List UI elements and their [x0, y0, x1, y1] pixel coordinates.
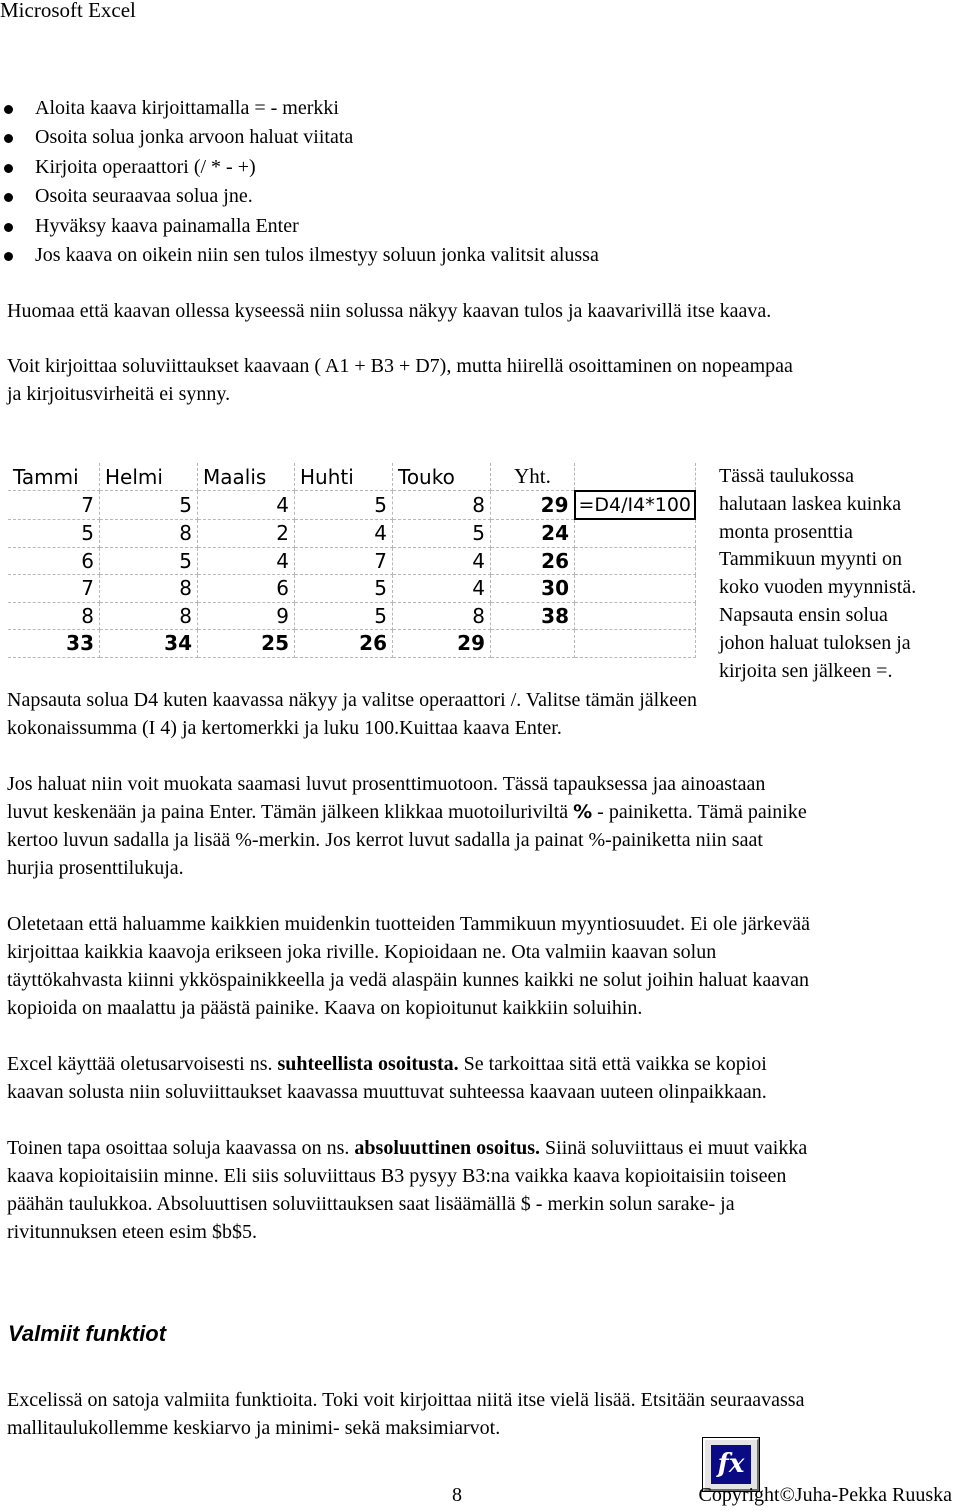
spreadsheet-sidenote: Tässä taulukossa halutaan laskea kuinka monta prosenttia Tammikuun myynti on koko vuoden myynnistä. Napsauta ensin solua johon haluat tuloksen ja kirjoita sen jälkeen =.	[719, 465, 917, 682]
bullet-icon	[4, 164, 13, 173]
total-cell: 29	[491, 491, 575, 520]
table-cell: 5	[8, 519, 100, 547]
table-cell: 4	[198, 547, 295, 575]
table-cell: 5	[295, 575, 393, 603]
paragraph-copy-formula: Oletetaan että haluamme kaikkien muidenkin tuotteiden Tammikuun myyntiosuudet. Ei ole järkevää kirjoittaa kaikkia kaavoja erikseen joka riville. Kopioidaan ne. Ota valmiin kaavan solun täyttökahvasta kiinni ykköspainikkeella ja vedä alaspäin kunnes kaikki ne solut joihin haluat kaavan kopioida on maalattu ja päästä painike. Kaava on kopioitunut kaikkiin soluihin.	[7, 913, 811, 1019]
copyright-notice: Copyright©Juha-Pekka Ruuska	[698, 1484, 952, 1506]
empty-cell	[575, 630, 696, 658]
table-cell: 8	[8, 602, 100, 630]
total-cell: 25	[198, 630, 295, 658]
total-cell: 30	[491, 575, 575, 603]
total-cell: 33	[8, 630, 100, 658]
percent-symbol: %	[573, 801, 593, 823]
table-header-row	[8, 463, 695, 491]
table-cell: 8	[100, 519, 198, 547]
table-cell: 8	[100, 575, 198, 603]
list-item: Aloita kaava kirjoittamalla = - merkki	[0, 94, 599, 123]
table-cell: 5	[295, 491, 393, 520]
instruction-list	[0, 94, 599, 270]
paragraph-absolute-reference: Toinen tapa osoittaa soluja kaavassa on ns. absoluuttinen osoitus. Siinä soluviittaus ei muut vaikka kaava kopioitaisiin minne. Eli siis soluviittaus B3 pysyy B3:na vaikka kaava kopioitaisiin toiseen päähän taulukkoa. Absoluuttisen soluviittauksen saat lisäämällä $ - merkin solun sarake- ja rivitunnuksen eteen esim $b$5.	[7, 1137, 808, 1243]
empty-cell	[575, 602, 696, 630]
bullet-icon	[4, 134, 13, 143]
table-cell: 2	[198, 519, 295, 547]
bullet-icon	[4, 193, 13, 202]
total-cell: 24	[491, 519, 575, 547]
paragraph-relative-reference: Excel käyttää oletusarvoisesti ns. suhteellista osoitusta. Se tarkoittaa sitä että vaikka se kopioi kaavan solusta niin soluviittaukset kaavassa muuttuvat suhteessa kaavaan uuteen olinpaikkaan.	[7, 1053, 767, 1103]
empty-cell	[575, 547, 696, 575]
table-cell: 5	[100, 547, 198, 575]
table-cell: 9	[198, 602, 295, 630]
bullet-icon	[4, 105, 13, 114]
empty-cell	[575, 463, 696, 491]
table-cell: 4	[393, 575, 491, 603]
paragraph-functions: Excelissä on satoja valmiita funktioita. Toki voit kirjoittaa niitä itse vielä lisää. Etsitään seuraavassa mallitaulukollemme keskiarvo ja minimi- sekä maksimiarvot.	[7, 1389, 805, 1439]
table-cell: 8	[393, 491, 491, 520]
bullet-icon	[4, 223, 13, 232]
list-item: Osoita seuraavaa solua jne.	[0, 182, 599, 211]
paragraph-percent-format: Jos haluat niin voit muokata saamasi luvut prosenttimuotoon. Tässä tapauksessa jaa ainoastaan luvut keskenään ja paina Enter. Tämän jälkeen klikkaa muotoiluriviltä % - painiketta. Tämä painike kertoo luvun sadalla ja lisää %-merkin. Jos kerrot luvut sadalla ja painat %-painiketta niin saat hurjia prosenttilukuja.	[7, 773, 807, 879]
table-cell: 4	[198, 491, 295, 520]
table-row	[8, 519, 695, 547]
table-row	[8, 547, 695, 575]
table-cell: 7	[295, 547, 393, 575]
table-row	[8, 602, 695, 630]
list-item: Osoita solua jonka arvoon haluat viitata	[0, 123, 599, 152]
table-cell: 4	[295, 519, 393, 547]
column-header: Touko	[393, 463, 491, 491]
paragraph-cell-references: Voit kirjoittaa soluviittaukset kaavaan ( A1 + B3 + D7), mutta hiirellä osoittaminen on nopeampaa ja kirjoitusvirheitä ei synny.	[7, 355, 793, 405]
fx-label: fx	[711, 1445, 751, 1484]
list-item: Jos kaava on oikein niin sen tulos ilmestyy soluun jonka valitsit alussa	[0, 241, 599, 270]
table-cell: 7	[8, 491, 100, 520]
table-cell: 4	[393, 547, 491, 575]
column-header: Huhti	[295, 463, 393, 491]
page-header: Microsoft Excel	[0, 0, 136, 22]
table-cell: 7	[8, 575, 100, 603]
spreadsheet-table	[8, 463, 696, 658]
page-number: 8	[452, 1484, 462, 1506]
table-row	[8, 575, 695, 603]
bullet-icon	[4, 252, 13, 261]
table-cell: 5	[295, 602, 393, 630]
column-header: Tammi	[8, 463, 100, 491]
table-cell: 6	[8, 547, 100, 575]
table-cell: 8	[393, 602, 491, 630]
list-item: Kirjoita operaattori (/ * - +)	[0, 153, 599, 182]
table-cell: 8	[100, 602, 198, 630]
table-row-totals	[8, 630, 695, 658]
total-cell: 29	[393, 630, 491, 658]
empty-cell	[575, 575, 696, 603]
total-cell: 34	[100, 630, 198, 658]
paragraph-percentage-formula: Napsauta solua D4 kuten kaavassa näkyy ja valitse operaattori /. Valitse tämän jälkeen kokonaissumma (I 4) ja kertomerkki ja luku 100.Kuittaa kaava Enter.	[7, 689, 697, 739]
empty-cell	[575, 519, 696, 547]
list-item: Hyväksy kaava painamalla Enter	[0, 212, 599, 241]
table-cell: 5	[100, 491, 198, 520]
paragraph-formula-note: Huomaa että kaavan ollessa kyseessä niin solussa näkyy kaavan tulos ja kaavarivillä itse kaava.	[7, 300, 772, 322]
table-row	[8, 491, 695, 520]
column-header: Maalis	[198, 463, 295, 491]
section-heading: Valmiit funktiot	[8, 1321, 167, 1346]
empty-cell	[491, 630, 575, 658]
total-cell: 26	[491, 547, 575, 575]
formula-cell[interactable]: =D4/I4*100	[575, 491, 696, 520]
table-cell: 5	[393, 519, 491, 547]
total-cell: 26	[295, 630, 393, 658]
table-cell: 6	[198, 575, 295, 603]
column-header-total: Yht.	[491, 463, 575, 491]
total-cell: 38	[491, 602, 575, 630]
column-header: Helmi	[100, 463, 198, 491]
spreadsheet-example	[8, 463, 696, 658]
